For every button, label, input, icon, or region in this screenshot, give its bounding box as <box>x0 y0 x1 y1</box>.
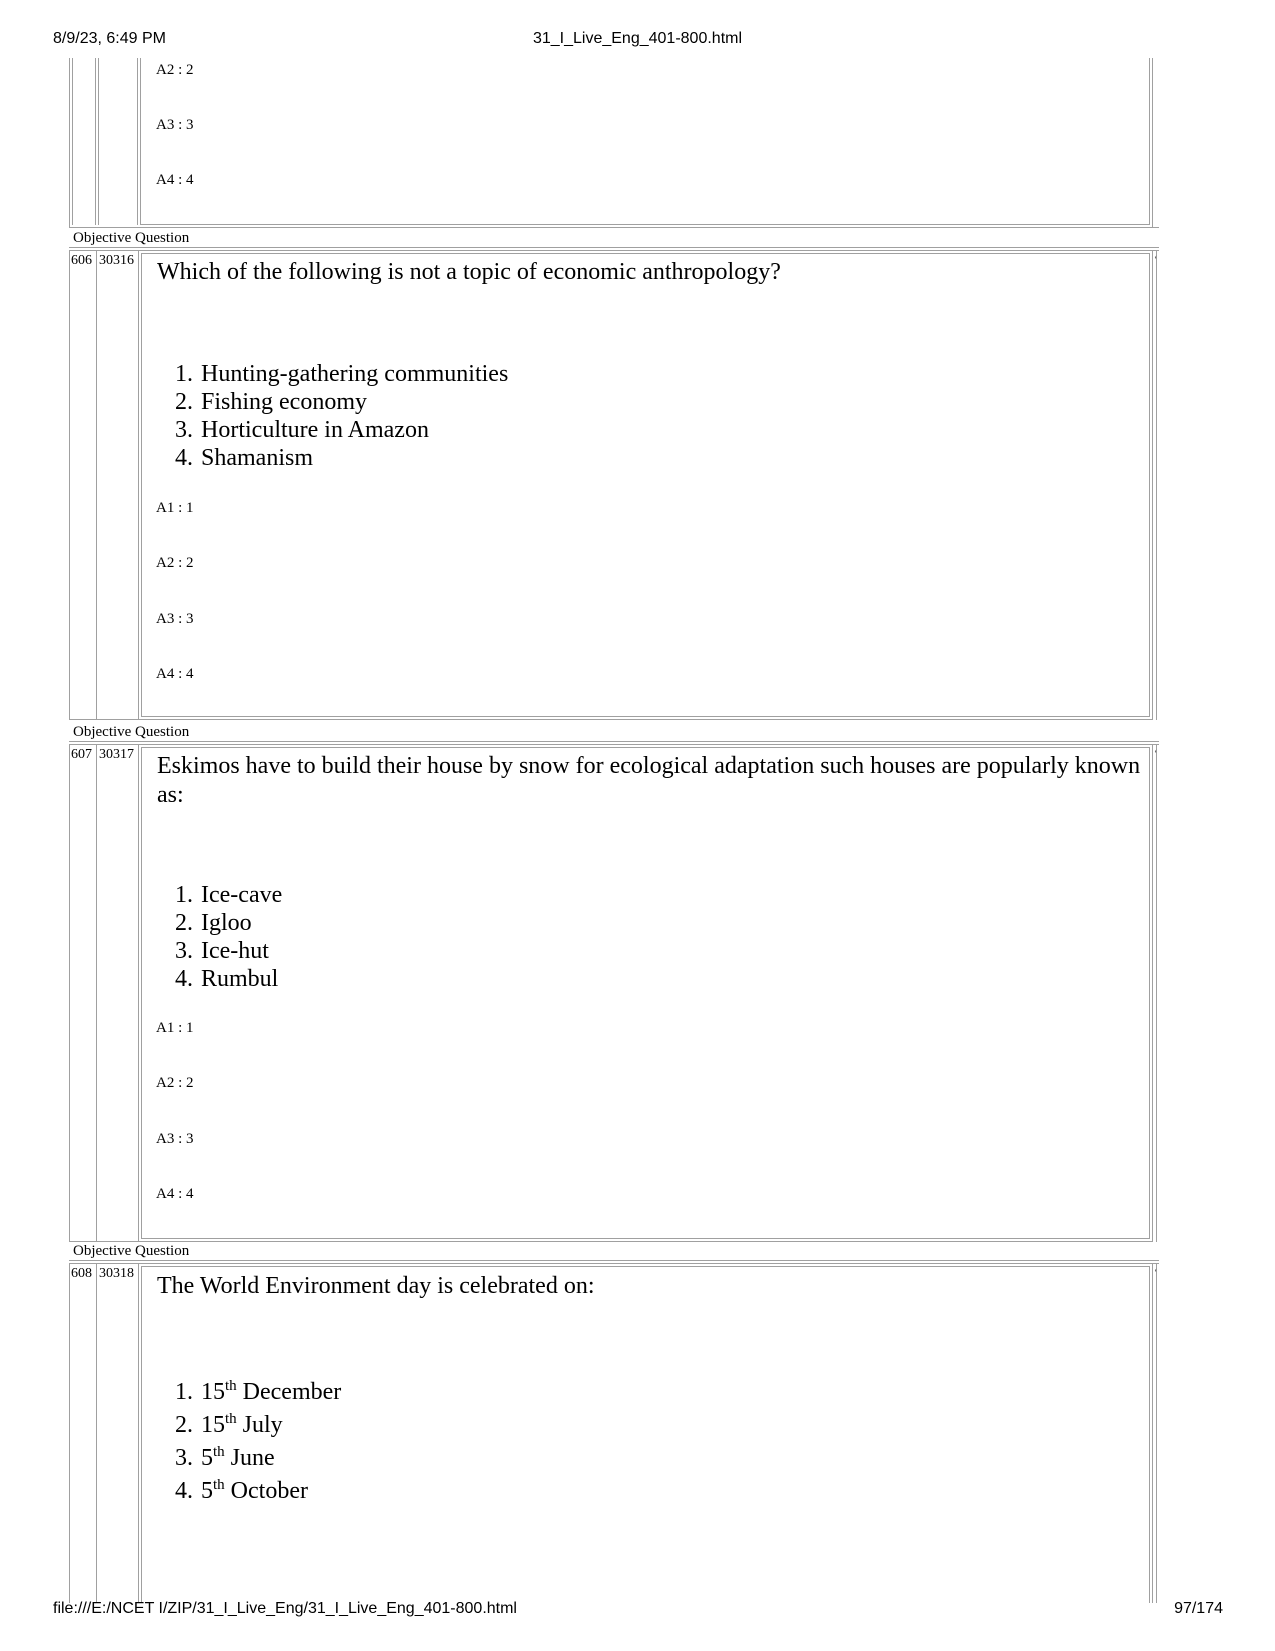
answer-option: A3 : 3 <box>156 611 194 627</box>
document-title: 31_I_Live_Eng_401-800.html <box>532 30 743 47</box>
option-month: July <box>236 1412 283 1438</box>
section-label: Objective Question <box>73 1243 190 1259</box>
table-border <box>1156 744 1157 1242</box>
section-label: Objective Question <box>73 724 190 740</box>
ordinal-suffix: th <box>225 1411 237 1427</box>
question-text: Eskimos have to build their house by snow for ecological adaptation such houses are popularly known as: <box>157 753 1141 808</box>
qid-cell <box>96 744 139 1242</box>
table-border <box>72 58 73 225</box>
option-item: 1. Ice-cave <box>199 881 282 909</box>
row-border <box>69 247 1159 248</box>
ordinal-suffix: th <box>225 1378 237 1394</box>
clipped-text-icon: ‘ <box>1154 255 1158 266</box>
option-day: 15 <box>201 1412 225 1438</box>
table-border <box>1156 1263 1157 1603</box>
page-number: 97/174 <box>1174 1600 1223 1617</box>
table-border <box>140 58 141 225</box>
question-serial: 608 <box>71 1266 92 1281</box>
option-list <box>157 881 282 993</box>
clipped-text-icon: ‘ <box>1154 749 1158 760</box>
answer-option: A2 : 2 <box>156 62 194 78</box>
option-item <box>199 1376 341 1409</box>
answer-option: A2 : 2 <box>156 1075 194 1091</box>
option-item: 3. Horticulture in Amazon <box>199 416 508 444</box>
question-serial: 606 <box>71 253 92 268</box>
answer-option: A1 : 1 <box>156 1020 194 1036</box>
qid-cell <box>96 250 139 720</box>
row-border <box>69 1260 1159 1261</box>
option-month: October <box>224 1478 308 1504</box>
answer-option: A2 : 2 <box>156 555 194 571</box>
serial-cell <box>69 250 97 720</box>
answer-option: A4 : 4 <box>156 172 194 188</box>
file-path: file:///E:/NCET I/ZIP/31_I_Live_Eng/31_I_Live_Eng_401-800.html <box>53 1600 517 1617</box>
question-inner <box>141 747 1150 1239</box>
answer-option: A1 : 1 <box>156 500 194 516</box>
question-id: 30318 <box>99 1266 134 1281</box>
option-list <box>157 360 508 472</box>
option-day: 5 <box>201 1478 213 1504</box>
question-serial: 607 <box>71 747 92 762</box>
table-border <box>1152 58 1153 228</box>
cell-border <box>140 224 1150 225</box>
row-border <box>69 741 1159 742</box>
question-text: Which of the following is not a topic of economic anthropology? <box>157 259 781 285</box>
option-item <box>199 1475 341 1508</box>
table-border <box>1149 58 1150 225</box>
question-inner <box>141 253 1150 717</box>
question-table <box>69 58 1216 1596</box>
option-item <box>199 1409 341 1442</box>
answer-option: A3 : 3 <box>156 1131 194 1147</box>
ordinal-suffix: th <box>213 1477 225 1493</box>
serial-cell <box>69 1263 97 1603</box>
option-item: 3. Ice-hut <box>199 937 282 965</box>
question-text: The World Environment day is celebrated on: <box>157 1273 595 1299</box>
option-day: 5 <box>201 1445 213 1471</box>
table-border <box>95 58 96 225</box>
ordinal-suffix: th <box>213 1444 225 1460</box>
answer-option: A4 : 4 <box>156 1186 194 1202</box>
table-border <box>69 58 70 228</box>
question-id: 30317 <box>99 747 134 762</box>
answer-option: A3 : 3 <box>156 117 194 133</box>
option-day: 15 <box>201 1379 225 1405</box>
option-item <box>199 1442 341 1475</box>
option-item: 2. Fishing economy <box>199 388 508 416</box>
table-border <box>98 58 99 225</box>
print-datetime: 8/9/23, 6:49 PM <box>53 30 166 47</box>
option-item: 4. Rumbul <box>199 965 282 993</box>
section-label: Objective Question <box>73 230 190 246</box>
option-list <box>157 1376 341 1508</box>
answer-option: A4 : 4 <box>156 666 194 682</box>
serial-cell <box>69 744 97 1242</box>
table-border <box>1156 250 1157 720</box>
table-border <box>137 58 138 225</box>
option-item: 1. Hunting-gathering communities <box>199 360 508 388</box>
question-id: 30316 <box>99 253 134 268</box>
option-item: 4. Shamanism <box>199 444 508 472</box>
option-month: December <box>236 1379 342 1405</box>
option-item: 2. Igloo <box>199 909 282 937</box>
qid-cell <box>96 1263 139 1603</box>
option-month: June <box>224 1445 275 1471</box>
row-border <box>69 227 1159 228</box>
clipped-text-icon: ‘ <box>1154 1268 1158 1279</box>
